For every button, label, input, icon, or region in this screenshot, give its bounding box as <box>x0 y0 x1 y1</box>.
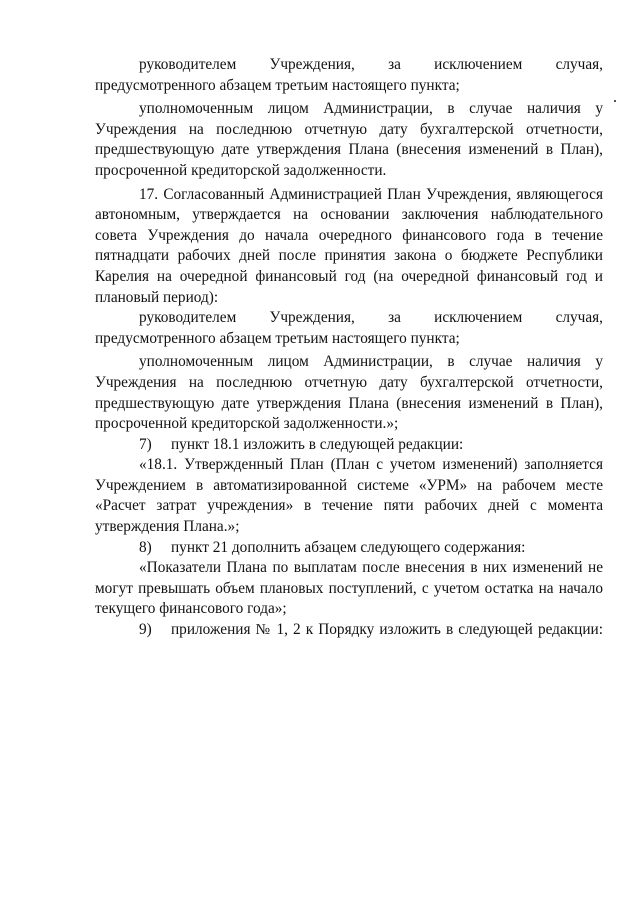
list-item-9 <box>95 620 603 641</box>
paragraph-text: руководителем Учреждения, за исключением случая, предусмотренного абзацем третьим настоящего пункта; <box>95 309 603 347</box>
paragraph-plan-indicators <box>95 558 603 620</box>
paragraph-text: 17. Согласованный Администрацией План Учреждения, являющегося автономным, утверждается на основании заключения наблюдательного совета Учреждения до начала очередного финансового года в течение пятнадцати рабочих дней после принятия закона о бюджете Республики Карелия на очередной финансовый год (на очередной финансовый год и плановый период): <box>95 185 603 306</box>
paragraph-text: «18.1. Утвержденный План (План с учетом изменений) заполняется Учреждением в автоматизированной системе «УРМ» на рабочем месте «Расчет затрат учреждения» в течение пяти рабочих дней с момента утверждения Плана.»; <box>95 456 603 536</box>
document-page <box>95 55 603 641</box>
list-item-number: 9) <box>139 621 152 639</box>
list-item-7 <box>95 435 603 456</box>
list-item-number: 8) <box>139 538 152 556</box>
list-item-number: 7) <box>139 435 152 453</box>
paragraph-text: пункт 21 дополнить абзацем следующего содержания: <box>171 538 526 556</box>
paragraph-item-17 <box>95 185 603 309</box>
paragraph-text: руководителем Учреждения, за исключением случая, предусмотренного абзацем третьим настоящего пункта; <box>95 56 603 94</box>
paragraph-text: «Показатели Плана по выплатам после внесения в них изменений не могут превышать объем плановых поступлений, с учетом остатка на начало текущего финансового года»; <box>95 559 603 618</box>
paragraph-text: приложения № 1, 2 к Порядку изложить в следующей редакции: <box>171 621 603 639</box>
scan-speck <box>614 100 616 102</box>
list-item-8 <box>95 538 603 559</box>
paragraph-text: уполномоченным лицом Администрации, в случае наличия у Учреждения на последнюю отчетную дату бухгалтерской отчетности, предшествующую дате утверждения Плана (внесения изменений в План), просроченной кредиторской задолженности. <box>95 100 603 179</box>
paragraph-text: пункт 18.1 изложить в следующей редакции: <box>171 435 464 453</box>
paragraph-item-18-1 <box>95 455 603 537</box>
paragraph-head-signatory-2 <box>95 308 603 349</box>
paragraph-text: уполномоченным лицом Администрации, в случае наличия у Учреждения на последнюю отчетную дату бухгалтерской отчетности, предшествующую дате утверждения Плана (внесения изменений в План), просроченной кредиторской задолженности.»; <box>95 353 603 433</box>
paragraph-head-signatory <box>95 55 603 96</box>
paragraph-administration-signatory-2 <box>95 352 603 434</box>
paragraph-administration-signatory <box>95 99 603 181</box>
